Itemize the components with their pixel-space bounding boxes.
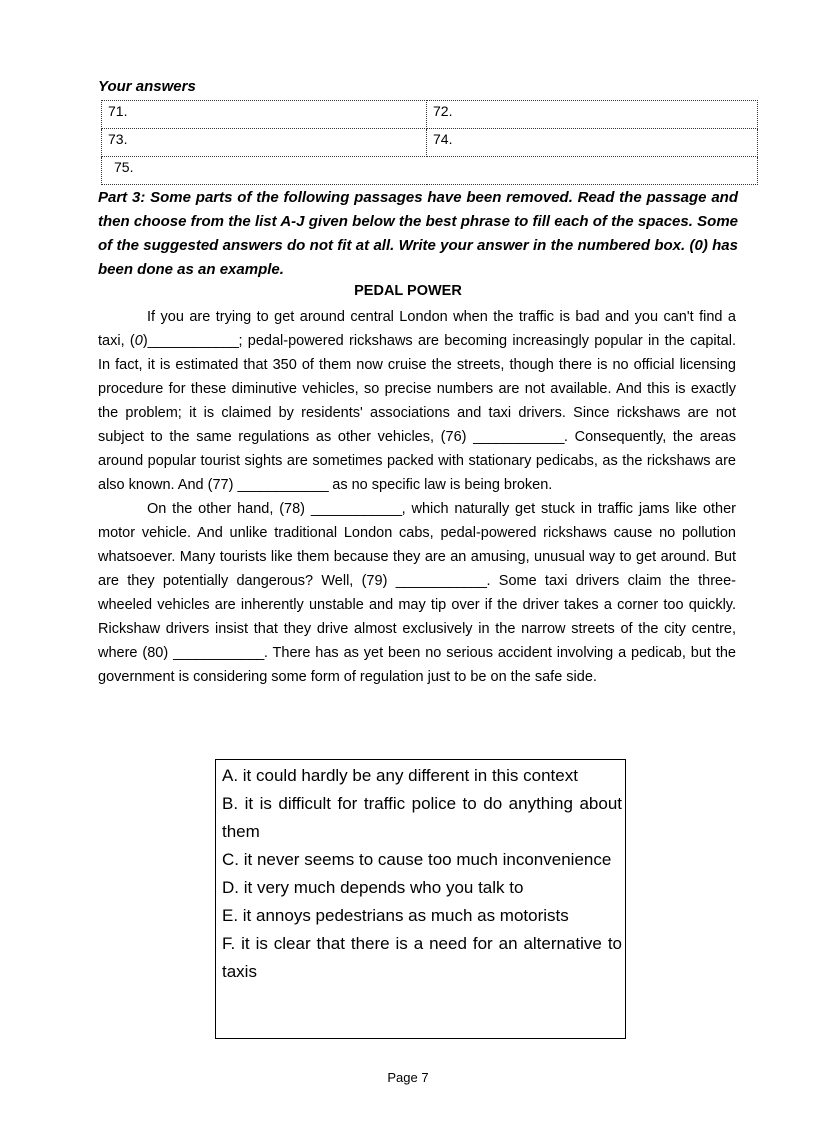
part-3-instructions: Part 3: Some parts of the following passages have been removed. Read the passage and then choose from the list A-J given below the best phrase to fill each of the spaces. Some of the suggested answers do not fit at all. Write your answer in the numbered box. (0) has been done as an example.	[98, 189, 738, 278]
page-number: Page 7	[387, 1070, 429, 1085]
passage-paragraph-2	[98, 497, 736, 689]
option-d: D. it very much depends who you talk to	[222, 878, 524, 897]
passage-text: as no specific law is being broken.	[328, 477, 553, 493]
gap-78[interactable]: ____________	[310, 501, 402, 517]
passage-paragraph-1	[98, 305, 736, 497]
answer-cell-74[interactable]: 74.	[427, 129, 758, 157]
gap-80[interactable]: ____________	[173, 645, 264, 661]
gap-76[interactable]: ____________	[473, 429, 564, 445]
answer-cell-75[interactable]: 75.	[102, 157, 758, 185]
gap-77[interactable]: ____________	[237, 477, 329, 493]
gap-0-example: ____________	[147, 333, 239, 349]
passage-text: On the other hand, (78)	[147, 501, 311, 517]
answer-cell-72[interactable]: 72.	[427, 101, 758, 129]
option-b: B. it is difficult for traffic police to do anything about them	[222, 794, 622, 841]
options-list-box	[215, 759, 626, 1039]
answer-cell-73[interactable]: 73.	[102, 129, 427, 157]
option-e: E. it annoys pedestrians as much as motorists	[222, 906, 569, 925]
passage-text: , which naturally get stuck in traffic jams like other motor vehicle. And unlike traditional London cabs, pedal-powered rickshaws cause no pollution whatsoever. Many tourists like them because they are an amusing, unusual way to get around. But are they potentially dangerous? Well, (79)	[98, 501, 737, 589]
passage-text: ; pedal-powered rickshaws are becoming increasingly popular in the capital. In fact, it is estimated that 350 of them now cruise the streets, though there is no official licensing procedure for these diminutive vehicles, so precise numbers are not available. And this is exactly the problem; it is claimed by residents' associations and taxi drivers. Since rickshaws are not subject to the same regulations as other vehicles, (76)	[98, 333, 736, 445]
passage-text: . There has as yet been no serious accident involving a pedicab, but the government is considering some form of regulation just to be on the safe side.	[98, 645, 736, 685]
passage-text: If you are trying to get around central London when the traffic is bad and you can't find a taxi, (	[98, 309, 736, 349]
option-a: A. it could hardly be any different in this context	[222, 766, 578, 785]
answer-cell-71[interactable]: 71.	[102, 101, 427, 129]
passage-title: PEDAL POWER	[354, 283, 462, 299]
passage-body	[98, 305, 736, 689]
example-number: 0	[134, 333, 143, 349]
answers-heading: Your answers	[98, 78, 196, 95]
passage-text: )	[142, 333, 148, 349]
gap-79[interactable]: ____________	[395, 573, 487, 589]
option-c: C. it never seems to cause too much inconvenience	[222, 850, 612, 869]
passage-text: . Some taxi drivers claim the three-wheeled vehicles are inherently unstable and may tip over if the driver takes a corner too quickly. Rickshaw drivers insist that they drive almost exclusively in the narrow streets of the city centre, where (80)	[98, 573, 736, 661]
passage-text: . Consequently, the areas around popular tourist sights are sometimes packed with stationary pedicabs, as the rickshaws are also known. And (77)	[98, 429, 736, 493]
option-f: F. it is clear that there is a need for an alternative to taxis	[222, 934, 622, 981]
answers-table	[101, 100, 758, 185]
